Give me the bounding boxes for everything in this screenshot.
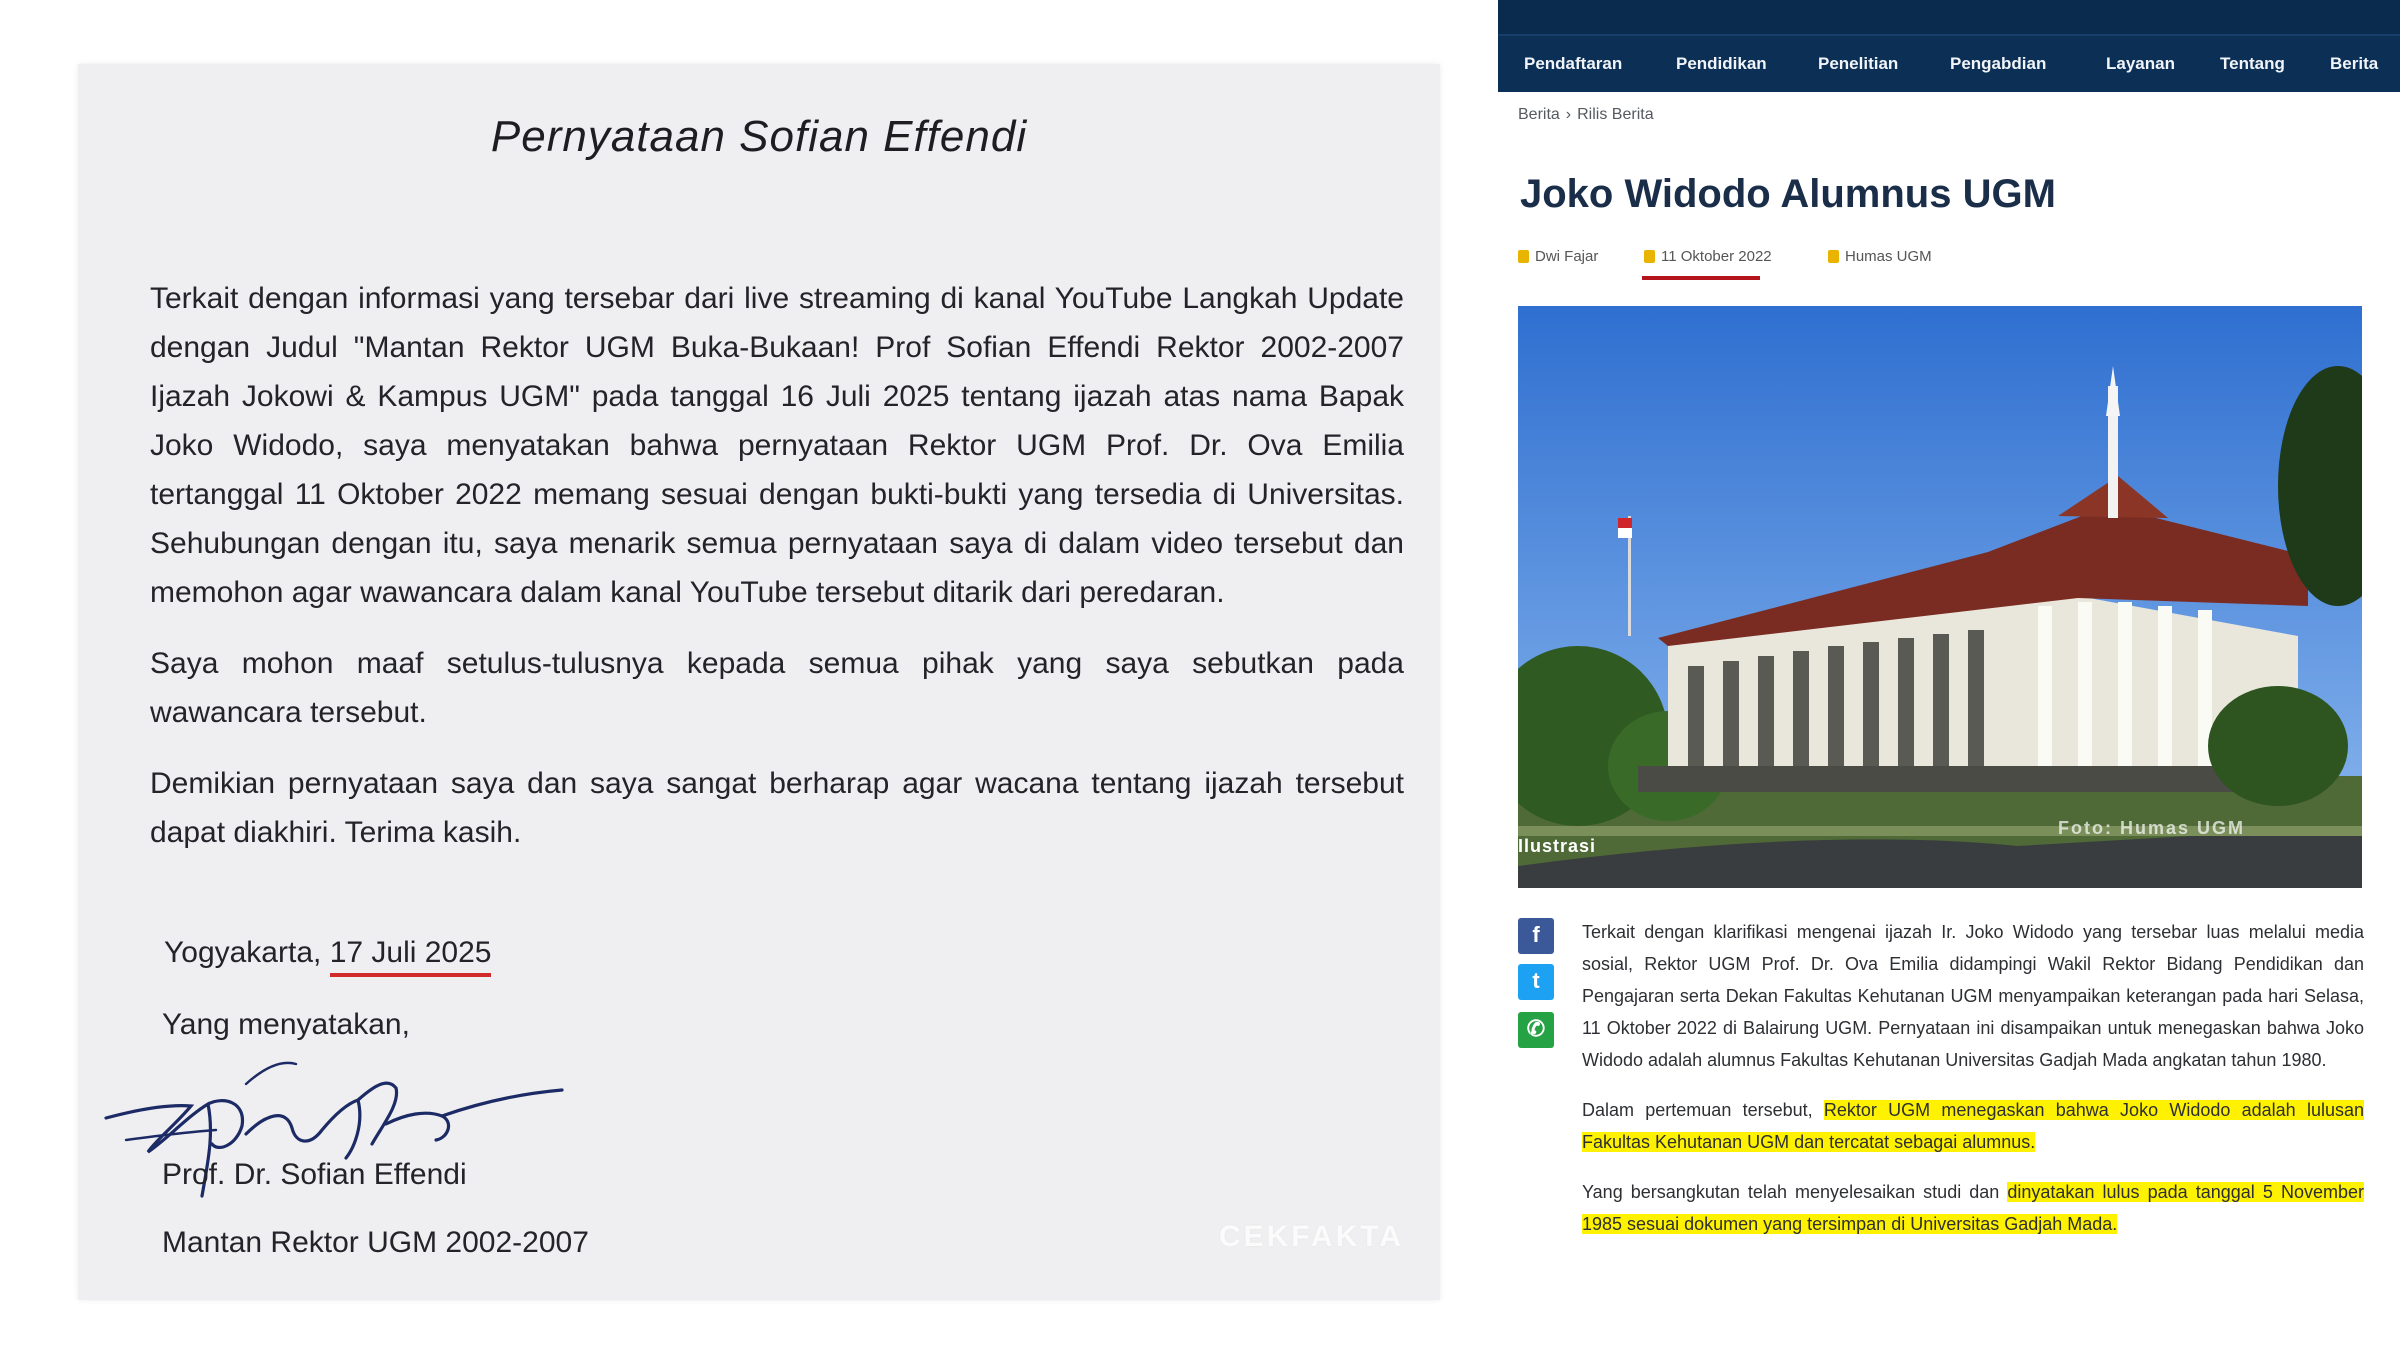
site-topbar: [1498, 0, 2400, 34]
author-name: Dwi Fajar: [1535, 248, 1599, 265]
user-icon: [1518, 250, 1529, 263]
nav-item-layanan[interactable]: Layanan: [2106, 54, 2175, 73]
tag-icon: [1828, 250, 1839, 263]
publish-date: 11 Oktober 2022: [1661, 248, 1772, 265]
article-paragraph: [1582, 1176, 2364, 1240]
letter-body: [150, 274, 1404, 879]
letter-paragraph: Saya mohon maaf setulus-tulusnya kepada semua pihak yang saya sebutkan pada wawancara tersebut.: [150, 647, 1404, 729]
calendar-icon: [1644, 250, 1655, 263]
nav-item-pendaftaran[interactable]: Pendaftaran: [1524, 54, 1623, 73]
date-highlight-underline: [1642, 276, 1760, 280]
letter-date: 17 Juli 2025: [330, 936, 492, 977]
nav-item-penelitian[interactable]: Penelitian: [1818, 54, 1899, 73]
article-photo: [1518, 306, 2362, 888]
facebook-icon[interactable]: f: [1518, 918, 1554, 954]
photo-credit: Foto: Humas UGM: [2058, 818, 2245, 838]
meta-author: [1518, 248, 1598, 265]
nav-item-pendidikan[interactable]: Pendidikan: [1676, 54, 1767, 73]
source-name: Humas UGM: [1845, 248, 1932, 265]
photo-caption: Ilustrasi: [1518, 836, 1597, 856]
highlighted-text: dinyatakan lulus pada tanggal 5 November 1985 sesuai dokumen yang tersimpan di Universitas Gadjah Mada.: [1582, 1182, 2364, 1234]
article-title: Joko Widodo Alumnus UGM: [1520, 172, 2056, 216]
nav-item-pengabdian[interactable]: Pengabdian: [1950, 54, 2047, 73]
meta-source: [1828, 248, 1932, 265]
letter-paragraph: Demikian pernyataan saya dan saya sangat berharap agar wacana tentang ijazah tersebut dapat diakhiri. Terima kasih.: [150, 767, 1404, 849]
article-paragraph: Terkait dengan klarifikasi mengenai ijazah Ir. Joko Widodo yang tersebar luas melalui media sosial, Rektor UGM Prof. Dr. Ova Emilia didampingi Wakil Rektor Bidang Pendidikan dan Pengajaran serta Dekan Fakultas Kehutanan UGM menyampaikan keterangan pada hari Selasa, 11 Oktober 2022 di Balairung UGM. Pernyataan ini disampaikan untuk menegaskan bahwa Joko Widodo adalah alumnus Fakultas Kehutanan Universitas Gadjah Mada angkatan tahun 1980.: [1582, 922, 2364, 1070]
letter-paragraph: Terkait dengan informasi yang tersebar dari live streaming di kanal YouTube Langkah Update dengan Judul "Mantan Rektor UGM Buka-Bukaan! Prof Sofian Effendi Rektor 2002-2007 Ijazah Jokowi & Kampus UGM" pada tanggal 16 Juli 2025 tentang ijazah atas nama Bapak Joko Widodo, saya menyatakan bahwa pernyataan Rektor UGM Prof. Dr. Ova Emilia tertanggal 11 Oktober 2022 memang sesuai dengan bukti-bukti yang tersedia di Universitas. Sehubungan dengan itu, saya menarik semua pernyataan saya di dalam video tersebut dan memohon agar wawancara dalam kanal YouTube tersebut ditarik dari peredaran.: [150, 282, 1404, 609]
paragraph-lead: Dalam pertemuan tersebut,: [1582, 1100, 1824, 1120]
place-date: [164, 936, 491, 970]
paragraph-lead: Yang bersangkutan telah menyelesaikan studi dan: [1582, 1182, 2008, 1202]
signer-name: Prof. Dr. Sofian Effendi: [162, 1158, 467, 1191]
signer-role: Mantan Rektor UGM 2002-2007: [162, 1226, 589, 1259]
watermark: CEKFAKTA: [1218, 1220, 1404, 1253]
breadcrumb-link[interactable]: Rilis Berita: [1577, 106, 1654, 123]
nav-item-berita[interactable]: Berita: [2330, 54, 2379, 73]
article-paragraph: [1582, 1094, 2364, 1158]
letter-closing: Yang menyatakan,: [162, 1008, 410, 1041]
letter-title: Pernyataan Sofian Effendi: [490, 112, 1028, 161]
article-body: [1582, 916, 2364, 1258]
letter-place: Yogyakarta,: [164, 936, 322, 969]
breadcrumb-link[interactable]: Berita: [1518, 106, 1560, 123]
main-navigation: [1498, 34, 2400, 92]
twitter-icon[interactable]: t: [1518, 964, 1554, 1000]
whatsapp-icon[interactable]: ✆: [1518, 1012, 1554, 1048]
statement-letter: [78, 64, 1440, 1300]
highlighted-text: Rektor UGM menegaskan bahwa Joko Widodo adalah lulusan Fakultas Kehutanan UGM dan tercatat sebagai alumnus.: [1582, 1100, 2364, 1152]
news-article-page: [1498, 0, 2400, 1372]
breadcrumb: Berita › Rilis Berita: [1518, 106, 1654, 123]
meta-date: [1644, 248, 1772, 265]
nav-item-tentang[interactable]: Tentang: [2220, 54, 2285, 73]
